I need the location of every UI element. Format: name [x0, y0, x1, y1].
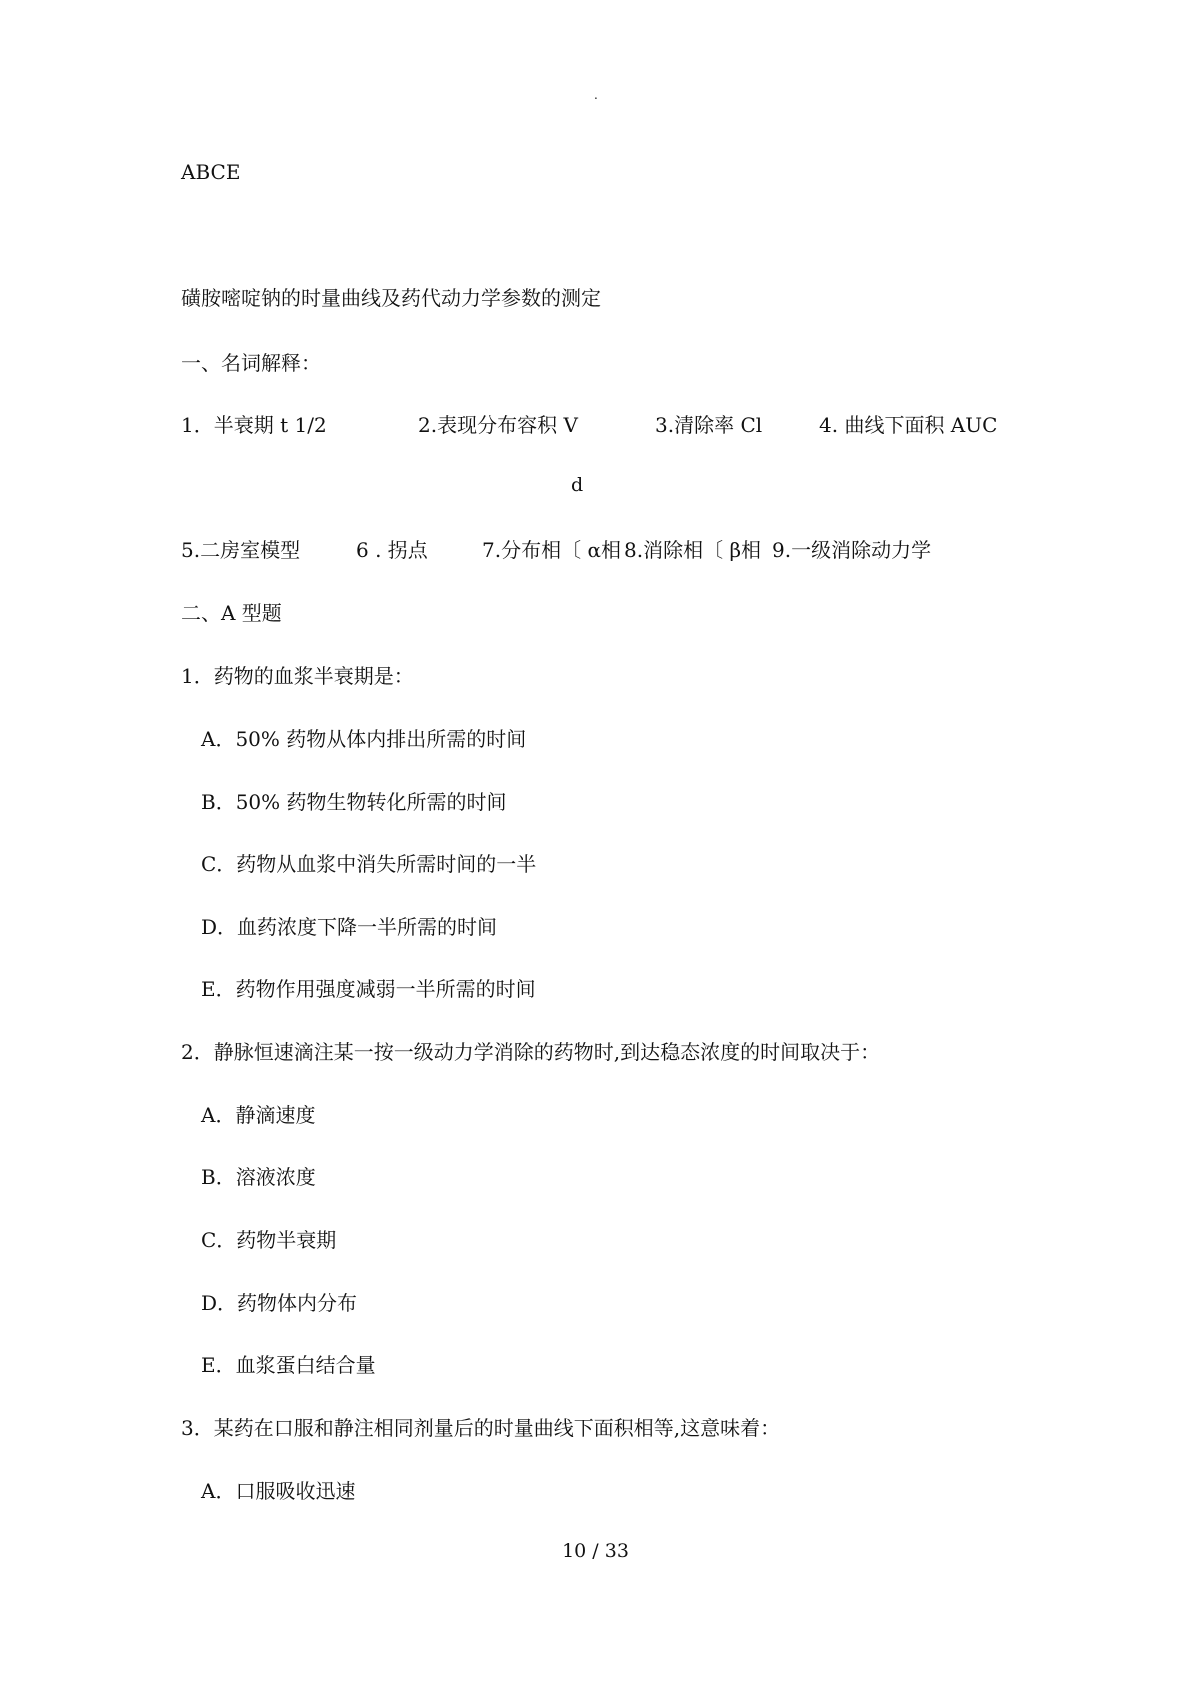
page-number: 10 / 33: [562, 1540, 629, 1562]
subscript-d: d: [571, 474, 584, 496]
option-c: C．药物半衰期: [201, 1228, 337, 1252]
page-title: 磺胺嘧啶钠的时量曲线及药代动力学参数的测定: [181, 286, 601, 310]
term-6: 6 . 拐点: [356, 538, 428, 562]
term-7: 7.分布相〔 α相: [482, 538, 621, 562]
term-1: 1．半衰期 t 1/2: [181, 413, 327, 437]
question-stem: 2．静脉恒速滴注某一按一级动力学消除的药物时,到达稳态浓度的时间取决于：: [181, 1040, 881, 1064]
option-b: B．溶液浓度: [201, 1165, 316, 1189]
term-3: 3.清除率 Cl: [655, 413, 763, 437]
section-heading: 二、A 型题: [181, 601, 282, 625]
option-d: D．血药浓度下降一半所需的时间: [201, 915, 498, 939]
option-a: A．50% 药物从体内排出所需的时间: [201, 727, 527, 751]
option-c: C．药物从血浆中消失所需时间的一半: [201, 852, 537, 876]
option-e: E．药物作用强度减弱一半所需的时间: [201, 977, 536, 1001]
section-heading: 一、名词解释：: [181, 351, 321, 375]
option-a: A．口服吸收迅速: [201, 1479, 356, 1503]
answer-line: ABCE: [181, 160, 241, 184]
term-9: 9.一级消除动力学: [772, 538, 932, 562]
term-8: 8.消除相〔 β相: [624, 538, 762, 562]
question-stem: 1．药物的血浆半衰期是：: [181, 664, 414, 688]
option-e: E．血浆蛋白结合量: [201, 1353, 376, 1377]
term-2: 2.表现分布容积 V: [418, 413, 578, 437]
option-a: A．静滴速度: [201, 1103, 316, 1127]
term-5: 5.二房室模型: [181, 538, 301, 562]
header-dot: .: [594, 88, 598, 102]
option-d: D．药物体内分布: [201, 1291, 358, 1315]
term-4: 4. 曲线下面积 AUC: [819, 413, 998, 437]
option-b: B．50% 药物生物转化所需的时间: [201, 790, 507, 814]
question-stem: 3．某药在口服和静注相同剂量后的时量曲线下面积相等,这意味着：: [181, 1416, 781, 1440]
